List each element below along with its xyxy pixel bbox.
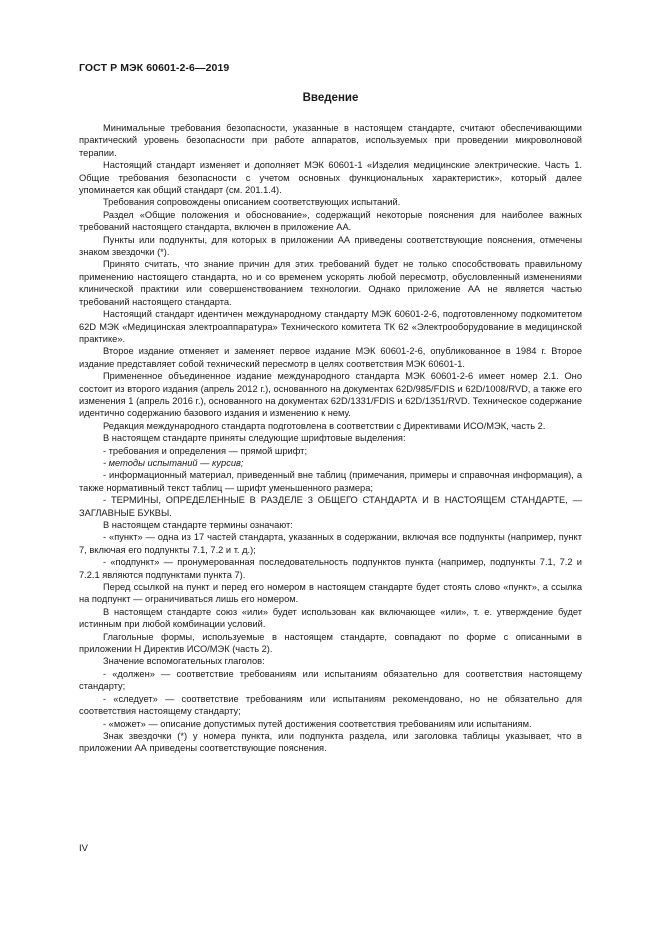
paragraph: Второе издание отменяет и заменяет первое издание МЭК 60601-2-6, опубликованное в 1984 г. Второе издание представляет собой технический пересмотр в целях соответствия МЭК 60601-1. (79, 346, 582, 369)
paragraph: В настоящем стандарте приняты следующие шрифтовые выделения: (103, 433, 406, 444)
paragraph: Пункты или подпункты, для которых в приложении АА приведены соответствующие пояснения, отмечены знаком звездочки (*). (79, 234, 582, 258)
paragraph: Глагольные формы, используемые в настоящем стандарте, совпадают по форме с описанными в приложении H Директив ИСО/МЭК (часть 2). (79, 631, 582, 655)
list-item: - «подпункт» — пронумерованная последовательность подпунктов пункта (например, подпункты 7.1, 7.2 и 7.2.1 являются подпунктами пункта 7). (79, 557, 582, 580)
list-item: - ТЕРМИНЫ, ОПРЕДЕЛЕННЫЕ В РАЗДЕЛЕ 3 ОБЩЕГО СТАНДАРТА И В НАСТОЯЩЕМ СТАНДАРТЕ, — ЗАГЛАВНЫЕ БУКВЫ. (79, 495, 582, 518)
paragraph: Настоящий стандарт изменяет и дополняет МЭК 60601-1 «Изделия медицинские электрические. Часть 1. Общие требования безопасности с учетом основных функциональных характеристик», который далее упоминается как общий стандарт (см. 201.1.4). (79, 160, 582, 196)
paragraph: Редакция международного стандарта подготовлена в соответствии с Директивами ИСО/МЭК, часть 2. (103, 420, 546, 431)
paragraph: Минимальные требования безопасности, указанные в настоящем стандарте, считают обеспечивающими практический уровень безопасности при работе аппаратов, используемых при проведении микроволновой терапии. (79, 123, 582, 158)
page-number: IV (79, 843, 88, 854)
paragraph: Примененное объединенное издание международного стандарта МЭК 60601-2-6 имеет номер 2.1. Оно состоит из второго издания (апрель 2012 г.), основанного на документах 62D/985/FDIS и 62D/1008/RVD, а также его изменения 1 (апрель 2016 г.), основанного на документах 62D/1331/FDIS и 62D/1351/RVD. Техническое содержание идентично содержанию базового издания и изменению к нему. (79, 371, 582, 419)
list-item: - методы испытаний — курсив; (103, 457, 244, 468)
list-item: - «следует» — соответствие требованиям или испытаниям рекомендовано, но не обязательно для соответствия настоящему стандарту; (79, 693, 582, 717)
list-item: - требования и определения — прямой шрифт; (103, 445, 308, 456)
paragraph: Требования сопровождены описанием соответствующих испытаний. (103, 197, 401, 208)
paragraph: Настоящий стандарт идентичен международному стандарту МЭК 60601-2-6, подготовленному подкомитетом 62D МЭК «Медицинская электроаппаратура» Технического комитета ТК 62 «Электрооборудование в медицинской практике». (79, 309, 582, 344)
list-item: - «может» — описание допустимых путей достижения соответствия требованиям или испытаниям. (103, 718, 532, 729)
list-item: - информационный материал, приведенный вне таблиц (примечания, примеры и справочная информация), а также нормативный текст таблиц — шрифт уменьшенного размера; (79, 470, 582, 493)
paragraph: Значение вспомогательных глаголов: (103, 656, 265, 667)
paragraph: Принято считать, что знание причин для этих требований будет не только способствовать правильному применению настоящего стандарта, но и со временем ускорять любой пересмотр, обусловленный изменениями клинической практики или совершенствованием технологии. Однако приложение АА не является частью требований настоящего стандарта. (79, 259, 582, 307)
paragraph: Перед ссылкой на пункт и перед его номером в настоящем стандарте будет стоять слово «пункт», а ссылка на подпункт — ограничиваться лишь его номером. (79, 582, 582, 605)
document-body (79, 122, 582, 755)
paragraph: Знак звездочки (*) у номера пункта, или подпункта раздела, или заголовка таблицы указывает, что в приложении АА приведены соответствующие пояснения. (79, 730, 582, 754)
paragraph: Раздел «Общие положения и обоснование», содержащий некоторые пояснения для наиболее важных требований настоящего стандарта, включен в приложение АА. (79, 209, 582, 233)
section-title: Введение (302, 92, 359, 104)
list-item: - «пункт» — одна из 17 частей стандарта, указанных в содержании, включая все подпункты (например, пункт 7, включая его подпункты 7.1, 7.2 и т. д.); (79, 532, 582, 555)
paragraph: В настоящем стандарте термины означают: (103, 520, 293, 530)
document-header: ГОСТ Р МЭК 60601-2-6—2019 (79, 62, 230, 74)
paragraph: В настоящем стандарте союз «или» будет использован как включающее «или», т. е. утверждение будет истинным при любой комбинации условий. (79, 606, 582, 630)
list-item: - «должен» — соответствие требованиям или испытаниям обязательно для соответствия настоящему стандарту; (79, 668, 582, 692)
